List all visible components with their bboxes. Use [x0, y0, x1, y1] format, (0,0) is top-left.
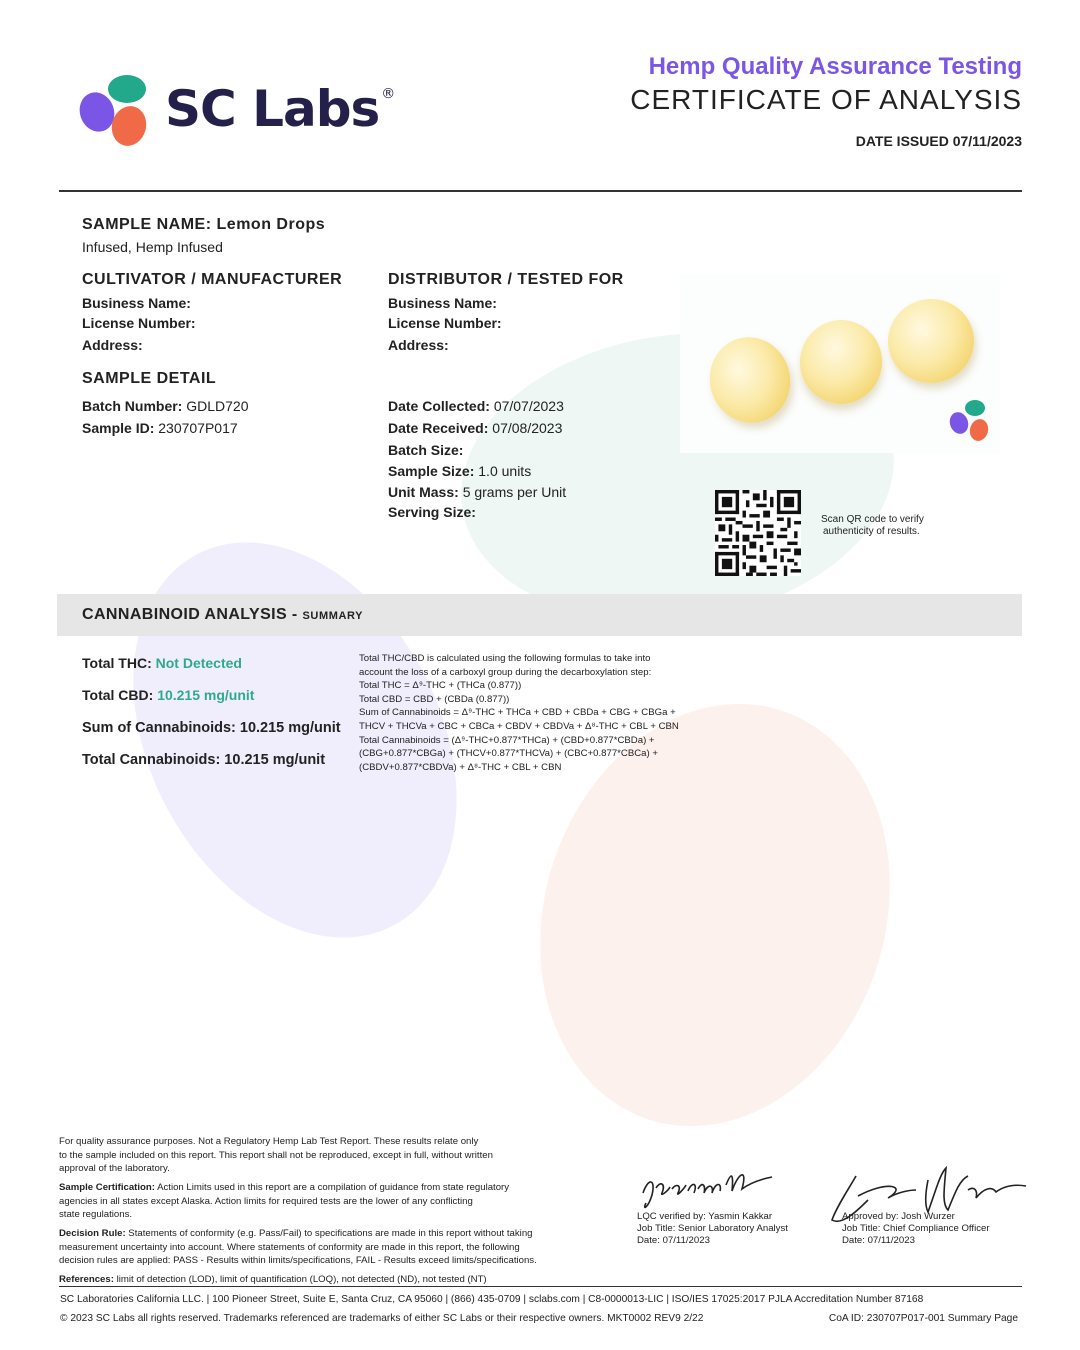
header-divider: [59, 190, 1022, 192]
report-subtitle: Hemp Quality Assurance Testing: [648, 53, 1022, 80]
qa-disclaimer: For quality assurance purposes. Not a Regulatory Hemp Lab Test Report. These results relate only to the sample included on this report. This report shall not be reproduced, except in full, without written approval of the laboratory.: [59, 1136, 493, 1175]
decision-rule: Decision Rule: Statements of conformity (e.g. Pass/Fail) to specifications are made in this report without taking measurement uncertainty into account. Where statements of conformity are made in this report, the following decision rules are applied: PASS - Results within limits/specifications, FAIL - Results exceed limits/specifications.: [59, 1228, 537, 1267]
sample-type: Infused, Hemp Infused: [82, 239, 223, 255]
photo-logo-orange-icon: [967, 417, 990, 443]
qr-caption: Scan QR code to verify authenticity of results.: [821, 514, 924, 537]
qr-code-icon[interactable]: [715, 490, 801, 576]
cultivator-license-number: License Number:: [82, 315, 196, 331]
cultivator-address: Address:: [82, 337, 143, 353]
logo-teal-dot-icon: [108, 75, 146, 103]
sample-name: SAMPLE NAME: Lemon Drops: [82, 216, 326, 233]
serving-size: Serving Size:: [388, 504, 476, 520]
unit-mass: Unit Mass: 5 grams per Unit: [388, 484, 567, 500]
sample-detail-heading: SAMPLE DETAIL: [82, 370, 217, 387]
brand-wordmark: SC Labs ®: [165, 80, 395, 138]
total-thc-result: Total THC: Not Detected: [82, 655, 242, 671]
references: References: limit of detection (LOD), limit of quantification (LOQ), not detected (ND), not tested (NT): [59, 1274, 487, 1285]
sample-certification: Sample Certification: Action Limits used in this report are a compilation of guidance from state regulatory agencies in all states except Alaska. Action limits for required tests are the lower of any conflicting state regulations.: [59, 1182, 510, 1221]
distributor-address: Address:: [388, 337, 449, 353]
sample-id: Sample ID: 230707P017: [82, 420, 238, 436]
sample-size: Sample Size: 1.0 units: [388, 463, 532, 479]
cultivator-business-name: Business Name:: [82, 295, 191, 311]
batch-size: Batch Size:: [388, 442, 464, 458]
cultivator-heading: CULTIVATOR / MANUFACTURER: [82, 271, 343, 288]
cannabinoid-summary-bar: [57, 594, 1022, 636]
total-cbd-result: Total CBD: 10.215 mg/unit: [82, 687, 255, 703]
loc-verification: LQC verified by: Yasmin Kakkar Job Title: Senior Laboratory Analyst Date: 07/11/2023: [637, 1211, 788, 1246]
distributor-heading: DISTRIBUTOR / TESTED FOR: [388, 271, 624, 288]
candy-1-image: [700, 328, 800, 432]
date-received: Date Received: 07/08/2023: [388, 420, 563, 436]
photo-logo-teal-icon: [965, 400, 985, 416]
product-photo: [680, 275, 1000, 453]
date-collected: Date Collected: 07/07/2023: [388, 398, 564, 414]
summary-title: CANNABINOID ANALYSIS - SUMMARY: [82, 606, 364, 623]
yasmin-signature-icon: [638, 1163, 788, 1213]
batch-number: Batch Number: GDLD720: [82, 398, 249, 414]
footer-divider: [59, 1286, 1022, 1287]
total-cannabinoids: Total Cannabinoids: 10.215 mg/unit: [82, 752, 326, 768]
distributor-license-number: License Number:: [388, 315, 502, 331]
candy-3-image: [885, 295, 978, 386]
candy-2-image: [793, 314, 888, 411]
report-title: CERTIFICATE OF ANALYSIS: [630, 84, 1022, 115]
approval-block: Approved by: Josh Wurzer Job Title: Chief Compliance Officer Date: 07/11/2023: [842, 1211, 990, 1246]
lab-contact-line: SC Laboratories California LLC. | 100 Pioneer Street, Suite E, Santa Cruz, CA 95060 | (866) 435-0709 | sclabs.com | C8-0000013-LIC | ISO/IES 17025:2017 PJLA Accreditation Number 87168: [60, 1294, 924, 1305]
copyright-line: © 2023 SC Labs all rights reserved. Trademarks referenced are trademarks of either SC Labs or their respective owners. MKT0002 REV9 2/22: [60, 1313, 704, 1324]
sum-of-cannabinoids: Sum of Cannabinoids: 10.215 mg/unit: [82, 720, 341, 736]
formula-notes: Total THC/CBD is calculated using the following formulas to take into account the loss of a carboxyl group during the decarboxylation step: Total THC = Δ⁹-THC + (THCa (0.877)) Total CBD = CBD + (CBDa (0.877)) Sum of Cannabinoids = Δ⁹-THC + THCa + CBD + CBDa + CBG + CBGa + THCV + THCVa + CBC + CBCa + CBDV + CBDVa + Δ⁸-THC + CBL + CBN Total Cannabinoids = (Δ⁹-THC+0.877*THCa) + (CBD+0.877*CBDa) + (CBG+0.877*CBGa) + (THCV+0.877*THCVa) + (CBC+0.877*CBCa) + (CBDV+0.877*CBDVa) + Δ⁸-THC + CBL + CBN: [359, 653, 679, 773]
distributor-business-name: Business Name:: [388, 295, 497, 311]
date-issued: DATE ISSUED 07/11/2023: [855, 133, 1022, 149]
coa-id: CoA ID: 230707P017-001 Summary Page: [828, 1313, 1018, 1324]
